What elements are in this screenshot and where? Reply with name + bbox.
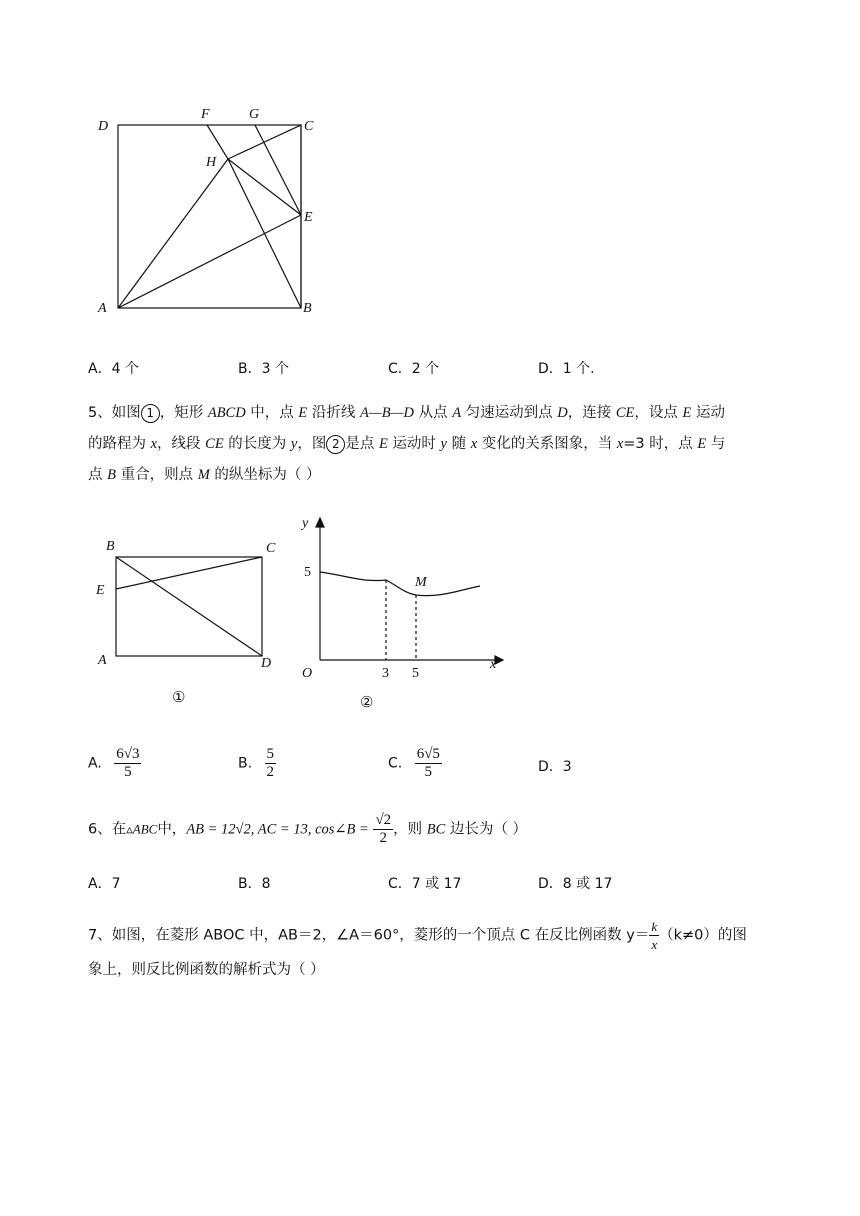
x-tick-5: 5 bbox=[412, 666, 419, 681]
label-a: A bbox=[98, 653, 107, 668]
label-d: D bbox=[98, 119, 109, 134]
q4-option-c[interactable]: C．2 个 bbox=[388, 361, 440, 377]
label-b: B bbox=[303, 301, 312, 316]
segment-fh bbox=[207, 125, 228, 159]
figure-q4-square bbox=[90, 100, 330, 325]
q4-option-a[interactable]: A．4 个 bbox=[88, 361, 139, 377]
label-a: A bbox=[98, 301, 107, 316]
q5-line3: 点 B 重合，则点 M 的纵坐标为（ ） bbox=[88, 467, 321, 483]
label-c: C bbox=[266, 541, 276, 556]
segment-bd bbox=[116, 557, 262, 656]
y-tick-5: 5 bbox=[304, 565, 311, 580]
figure-q5-graph bbox=[290, 510, 505, 710]
q7-line2: 象上，则反比例函数的解析式为（ ） bbox=[88, 962, 325, 978]
figure-caption-1: ① bbox=[172, 690, 186, 706]
segment-ah bbox=[118, 159, 228, 308]
circled-number-2: 2 bbox=[326, 435, 345, 454]
q5-line1: 5、如图 1 ，矩形 ABCD 中，点 E 沿折线 A—B—D 从点 A 匀速运动到点 D，连接 CE，设点 E 运动 bbox=[88, 405, 725, 421]
q6-question: 6、在▵ABC中，AB = 12√2, AC = 13, cos∠B = $\frac{√2}{2}$ ，则 BC 边长为（ ） bbox=[88, 812, 528, 846]
label-d: D bbox=[261, 656, 272, 671]
q5-option-a[interactable]: A. $\frac{6√3}{5}$ bbox=[88, 746, 140, 780]
q5-line2: 的路程为 x，线段 CE 的长度为 y，图 2 是点 E 运动时 y 随 x 变化的关系图象，当 x=3 时，点 E 与 bbox=[88, 436, 726, 452]
square-abcd bbox=[118, 125, 301, 308]
label-h: H bbox=[206, 155, 217, 170]
q6-option-a[interactable]: A．7 bbox=[88, 876, 121, 892]
q6-option-c[interactable]: C．7 或 17 bbox=[388, 876, 462, 892]
q7-line1: 7、如图，在菱形 ABOC 中，AB＝2，∠A＝60°，菱形的一个顶点 C 在反比例函数 y＝ $\frac{k}{x}$ （k≠0）的图 bbox=[88, 919, 747, 952]
segment-he bbox=[228, 159, 301, 215]
segment-hb bbox=[228, 159, 301, 308]
q7-question bbox=[88, 918, 778, 986]
segment-ae bbox=[118, 215, 301, 308]
q4-option-b[interactable]: B．3 个 bbox=[238, 361, 289, 377]
segment-ec bbox=[116, 557, 262, 589]
point-m-label: M bbox=[415, 575, 427, 590]
q6-option-d[interactable]: D．8 或 17 bbox=[538, 876, 613, 892]
label-g: G bbox=[249, 107, 260, 122]
segment-ge bbox=[255, 125, 301, 215]
label-b: B bbox=[106, 539, 115, 554]
graph-curve bbox=[320, 572, 480, 596]
y-axis-label: y bbox=[302, 516, 309, 531]
q5-question bbox=[88, 398, 778, 491]
q6-option-b[interactable]: B．8 bbox=[238, 876, 271, 892]
x-axis-label: x bbox=[490, 657, 497, 672]
segment-hc bbox=[228, 125, 301, 159]
label-e: E bbox=[304, 210, 313, 225]
label-f: F bbox=[201, 107, 210, 122]
q5-option-d[interactable]: D．3 bbox=[538, 759, 572, 775]
figure-q5-rectangle bbox=[88, 530, 288, 710]
q5-option-b[interactable]: B. $\frac{5}{2}$ bbox=[238, 746, 275, 780]
x-tick-3: 3 bbox=[382, 666, 389, 681]
label-e: E bbox=[96, 583, 105, 598]
q5-option-c[interactable]: C. $\frac{6√5}{5}$ bbox=[388, 746, 440, 780]
figure-caption-2: ② bbox=[360, 695, 374, 710]
origin-label: O bbox=[302, 666, 313, 681]
q4-option-d[interactable]: D．1 个. bbox=[538, 361, 595, 377]
circled-number-1: 1 bbox=[141, 404, 160, 423]
label-c: C bbox=[304, 119, 314, 134]
y-axis-arrow bbox=[316, 518, 324, 527]
